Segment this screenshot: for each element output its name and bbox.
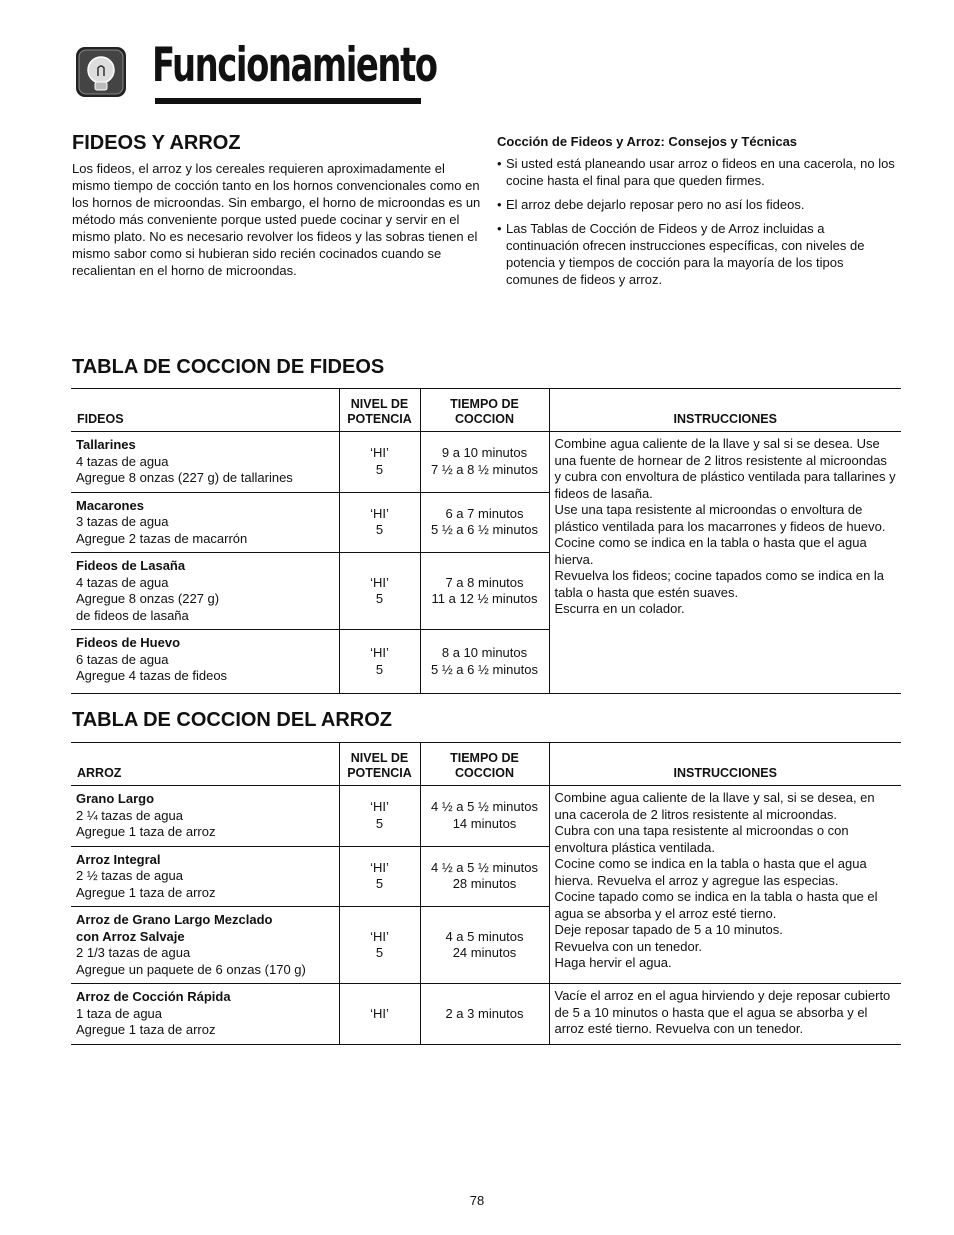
instruction-line: Use una tapa resistente al microondas o envoltura de plástico ventilada para los macarrones y fideos de huevo.: [554, 502, 886, 534]
instructions-cell: Vacíe el arroz en el agua hirviendo y deje reposar cubierto de 5 a 10 minutos o hasta que el agua se absorba y el arroz esté tierno. Revuelva con un tenedor.: [549, 984, 901, 1045]
instruction-line: Cocine como se indica en la tabla o hasta que el agua hierva. Revuelva el arroz y agregue las especias.: [554, 856, 867, 888]
instruction-line: Revuelva los fideos; cocine tapados como se indica en la tabla o hasta que estén suaves.: [554, 568, 885, 600]
instructions-cell: [549, 432, 901, 694]
section-intro-paragraph: Los fideos, el arroz y los cereales requieren aproximadamente el mismo tiempo de cocción tanto en los hornos convencionales como en los hornos de microondas. Sin embargo, el horno de microondas es un método más conveniente porque usted puede cocinar y servir en el mismo plato. No es necesario revolver los fideos y las sobras tienen el mismo sabor como si hubieran sido recién cocinados cuando se recalientan en el horno de microondas.: [72, 161, 481, 278]
item-line: de fideos de lasaña: [76, 607, 189, 623]
power-level: 5: [375, 522, 384, 538]
pasta-cooking-table: [71, 388, 901, 694]
tips-box: [497, 133, 897, 295]
cook-time: 2 a 3 minutos: [445, 1005, 524, 1021]
cook-time: 7 a 8 minutos: [445, 574, 524, 590]
cook-time: 4 a 5 minutos: [445, 928, 524, 944]
table-row: [71, 432, 901, 493]
col-header-time: TIEMPO DE COCCION: [420, 389, 549, 432]
power-level: ‘HI’: [370, 799, 389, 815]
table-row: [71, 786, 901, 847]
tip-item: • Si usted está planeando usar arroz o fideos en una cacerola, no los cocine hasta el final para que queden firmes.: [497, 155, 897, 189]
item-name: Tallarines: [76, 437, 136, 452]
col-header-item: ARROZ: [71, 743, 339, 786]
cook-time: 24 minutos: [452, 945, 517, 960]
tip-item: • El arroz debe dejarlo reposar pero no así los fideos.: [497, 196, 897, 213]
col-header-item: FIDEOS: [71, 389, 339, 432]
rice-cooking-table: [71, 742, 901, 1045]
item-name: Arroz Integral: [76, 851, 161, 867]
rice-table-heading: TABLA DE COCCION DEL ARROZ: [72, 709, 392, 731]
item-name: Grano Largo: [76, 791, 155, 806]
item-line: Agregue 1 taza de arroz: [76, 1022, 216, 1037]
section-heading: FIDEOS Y ARROZ: [72, 132, 241, 154]
cook-time: 7 ½ a 8 ½ minutos: [431, 461, 538, 477]
power-level: 5: [375, 461, 384, 477]
power-level: ‘HI’: [370, 1005, 389, 1021]
item-line: Agregue 4 tazas de fideos: [76, 668, 228, 683]
cook-time: 4 ½ a 5 ½ minutos: [431, 799, 538, 815]
power-level: 5: [375, 591, 384, 606]
cook-time: 5 ½ a 6 ½ minutos: [431, 661, 538, 677]
power-level: ‘HI’: [370, 645, 389, 660]
item-name: Macarones: [76, 497, 144, 513]
item-line: 2 ½ tazas de agua: [76, 868, 183, 883]
item-line: 4 tazas de agua: [76, 453, 169, 469]
item-line: Agregue 1 taza de arroz: [76, 824, 216, 839]
tip-item: • Las Tablas de Cocción de Fideos y de Arroz incluidas a continuación ofrecen instrucciones específicas, con niveles de potencia y tiempos de cocción para la mayoría de los tipos comunes de fideos y arroz.: [497, 220, 897, 288]
page-number: 78: [469, 1193, 485, 1208]
item-name: Fideos de Huevo: [76, 635, 181, 650]
tips-list: [497, 155, 897, 288]
instruction-line: Escurra en un colador.: [554, 601, 685, 616]
title-rule: [155, 98, 421, 104]
item-line: Agregue 2 tazas de macarrón: [76, 530, 248, 546]
instruction-line: Cubra con una tapa resistente al microondas o con envoltura plástica ventilada.: [554, 823, 849, 855]
instruction-line: Deje reposar tapado de 5 a 10 minutos.: [554, 922, 783, 937]
item-line: 1 taza de agua: [76, 1005, 163, 1021]
col-header-power: NIVEL DE POTENCIA: [339, 389, 420, 432]
cook-time: 28 minutos: [452, 876, 517, 892]
item-line: Agregue 8 onzas (227 g): [76, 591, 220, 606]
item-line: Agregue 8 onzas (227 g) de tallarines: [76, 470, 293, 485]
col-header-instructions: INSTRUCCIONES: [673, 766, 777, 780]
power-level: 5: [375, 661, 384, 677]
item-line: 4 tazas de agua: [76, 574, 169, 590]
item-line: 2 1/3 tazas de agua: [76, 945, 191, 960]
item-line: 2 ¼ tazas de agua: [76, 807, 183, 823]
tips-title: Cocción de Fideos y Arroz: Consejos y Técnicas: [497, 134, 798, 149]
item-name: Arroz de Cocción Rápida: [76, 989, 231, 1004]
item-name: Arroz de Grano Largo Mezclado con Arroz Salvaje: [76, 912, 273, 944]
item-line: Agregue 1 taza de arroz: [76, 884, 216, 900]
item-line: 6 tazas de agua: [76, 651, 169, 667]
cook-time: 14 minutos: [452, 815, 517, 831]
item-line: 3 tazas de agua: [76, 514, 169, 529]
power-level: ‘HI’: [370, 574, 389, 590]
power-level: 5: [375, 876, 384, 892]
cook-time: 9 a 10 minutos: [441, 445, 528, 461]
item-line: Agregue un paquete de 6 onzas (170 g): [76, 961, 306, 977]
pasta-table-heading: TABLA DE COCCION DE FIDEOS: [72, 356, 385, 378]
col-header-instructions: INSTRUCCIONES: [673, 412, 777, 426]
cook-time: 6 a 7 minutos: [445, 505, 524, 521]
cook-time: 11 a 12 ½ minutos: [431, 591, 538, 606]
item-name: Fideos de Lasaña: [76, 558, 186, 573]
instruction-line: Cocine como se indica en la tabla o hasta que el agua hierva.: [554, 535, 867, 567]
power-level: ‘HI’: [370, 859, 389, 875]
instruction-line: Combine agua caliente de la llave y sal si se desea. Use una fuente de hornear de 2 litros resistente al microondas y cubra con envoltura de plástico ventilada para tallarines y fideos de lasaña.: [554, 436, 896, 501]
power-level: 5: [375, 945, 384, 960]
instruction-line: Haga hervir el agua.: [554, 955, 672, 970]
power-level: ‘HI’: [370, 928, 389, 944]
table-row: [71, 984, 901, 1045]
instructions-cell: [549, 786, 901, 984]
lightbulb-icon: [75, 46, 127, 98]
instruction-line: Revuelva con un tenedor.: [554, 938, 702, 954]
page-title: Funcionamiento: [152, 38, 437, 93]
col-header-time: TIEMPO DE COCCION: [420, 743, 549, 786]
power-level: ‘HI’: [370, 505, 389, 521]
power-level: ‘HI’: [370, 445, 389, 461]
cook-time: 5 ½ a 6 ½ minutos: [431, 522, 538, 538]
cook-time: 8 a 10 minutos: [441, 645, 528, 660]
power-level: 5: [375, 815, 384, 831]
instruction-line: Combine agua caliente de la llave y sal, si se desea, en una cacerola de 2 litros resistente al microondas.: [554, 790, 875, 822]
cook-time: 4 ½ a 5 ½ minutos: [431, 859, 538, 875]
col-header-power: NIVEL DE POTENCIA: [339, 743, 420, 786]
instruction-line: Cocine tapado como se indica en la tabla o hasta que el agua se absorba y el arroz esté tierno.: [554, 889, 878, 921]
